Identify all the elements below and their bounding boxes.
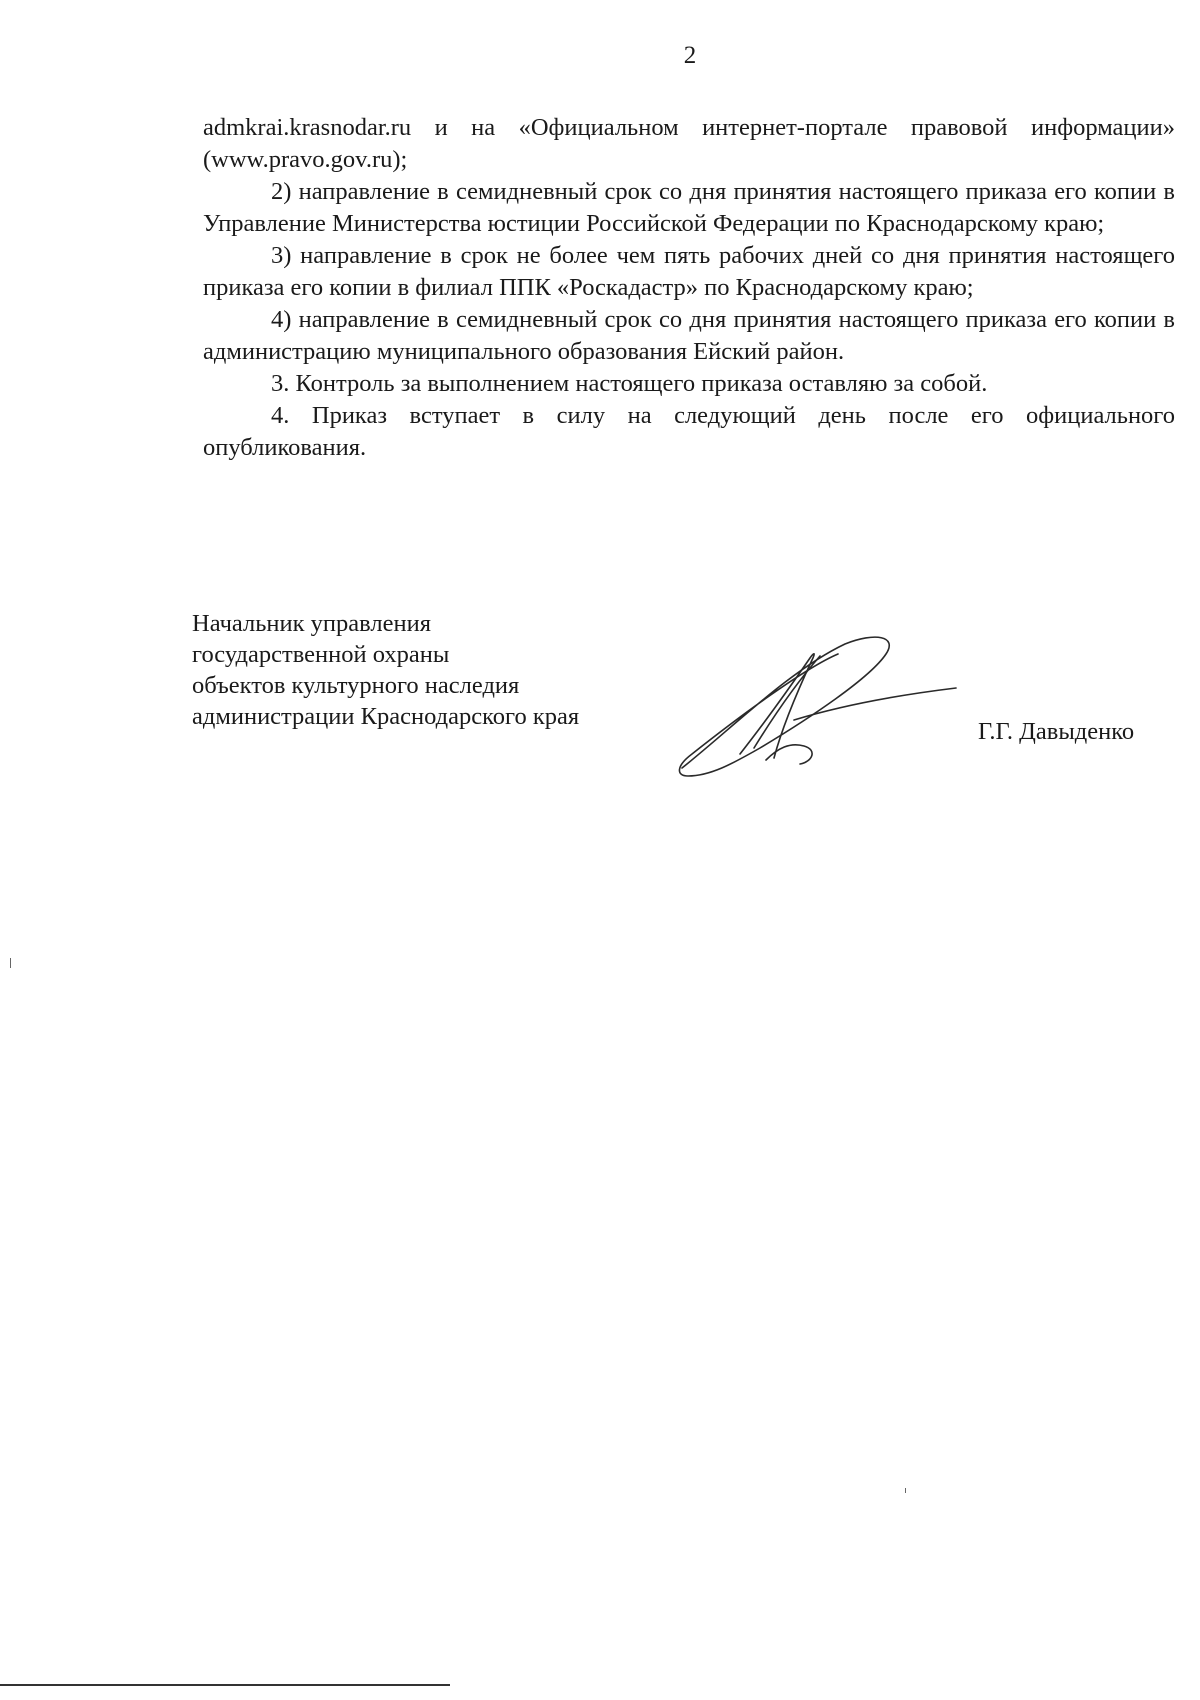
- position-line: объектов культурного наследия: [192, 672, 520, 699]
- handwritten-signature: [670, 630, 960, 780]
- position-line: Начальник управления: [192, 610, 431, 637]
- paragraph-5: 3. Контроль за выполнением настоящего приказа оставляю за собой.: [271, 370, 988, 397]
- position-line: администрации Краснодарского края: [192, 703, 580, 730]
- scan-edge-line: [0, 1684, 450, 1686]
- page-number: 2: [683, 42, 697, 69]
- paragraph-6: 4. Приказ вступает в силу на следующий день после его официального опубликования.: [203, 402, 1175, 461]
- signatory-name: Г.Г. Давыденко: [978, 718, 1135, 745]
- paragraph-2: 2) направление в семидневный срок со дня принятия настоящего приказа его копии в Управление Министерства юстиции Российской Федерации по Краснодарскому краю;: [203, 178, 1175, 237]
- signatory-position: [192, 608, 579, 732]
- scan-speck: [905, 1488, 906, 1493]
- paragraph-3: 3) направление в срок не более чем пять рабочих дней со дня принятия настоящего приказа его копии в филиал ППК «Роскадастр» по Краснодарскому краю;: [203, 242, 1175, 301]
- scan-speck: [10, 958, 11, 968]
- document-body: [203, 112, 1175, 464]
- paragraph-4: 4) направление в семидневный срок со дня принятия настоящего приказа его копии в администрацию муниципального образования Ейский район.: [203, 306, 1175, 365]
- position-line: государственной охраны: [192, 641, 450, 668]
- paragraph-1: admkrai.krasnodar.ru и на «Официальном интернет-портале правовой информации» (www.pravo.gov.ru);: [203, 114, 1175, 173]
